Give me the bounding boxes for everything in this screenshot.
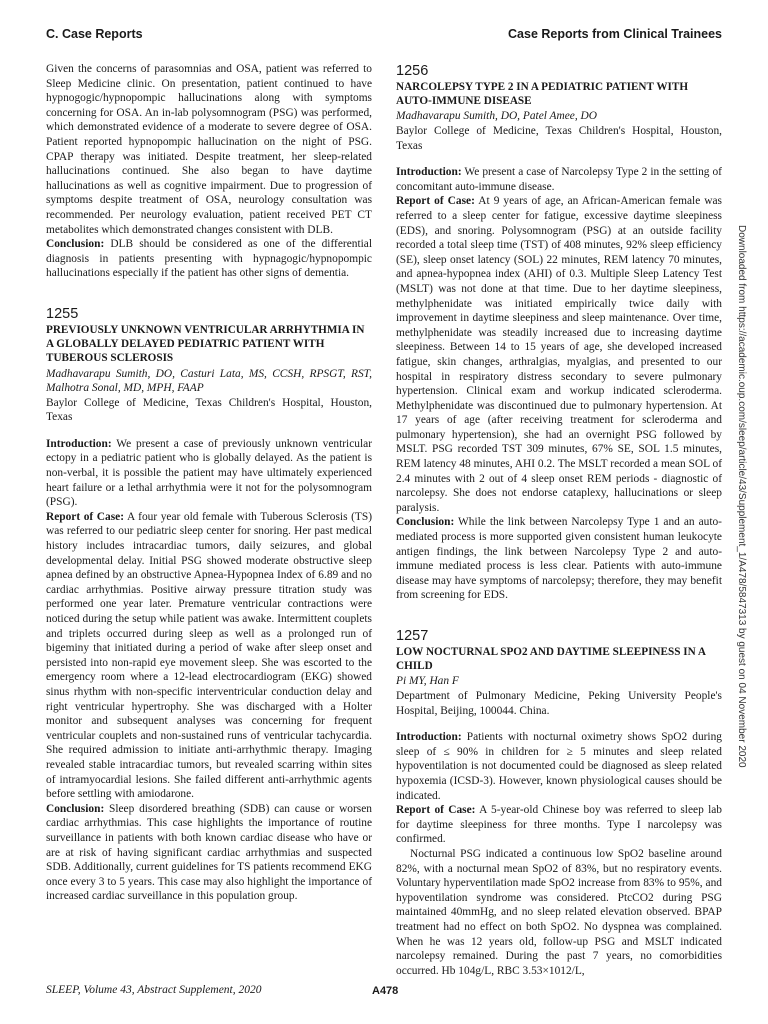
introduction-label: Introduction:	[396, 166, 462, 179]
introduction-1255	[46, 437, 372, 510]
abstract-affiliation-1255: Baylor College of Medicine, Texas Children's Hospital, Houston, Texas	[46, 396, 372, 424]
abstract-authors-1257: Pi MY, Han F	[396, 675, 459, 688]
abstract-number-1255: 1255	[46, 305, 79, 322]
introduction-text: We present a case of Narcolepsy Type 2 in the setting of concomitant auto-immune disease.	[396, 166, 722, 193]
report-text: At 9 years of age, an African-American female was referred to a sleep center for fatigue, excessive daytime sleepiness (EDS), and snoring. Polysomnogram (PSG) at an outside facility recorded a total sleep time (TST) of 408 minutes, 92% sleep efficiency (SE), sleep onset latency (SOL) 22 minutes, REM latency 70 minutes, and apnea-hypopnea index (AHI) of 0.3. Multiple Sleep Latency Test (MSLT) was not done at that time. Due to her daytime sleepiness, methylphenidate was initiated empirically twice daily with improvement in daytime sleepiness and sleep maintenance. Over time, methylphenidate was steadily increased due to increasing daytime sleepiness. Between 14 to 15 years of age, she developed increased fatigue, skin changes, arthralgias, myalgias, and presented to our hospital in respiratory distress secondary to severe pulmonary hypertension. Clinical exam and workup indicated scleroderma. Methylphenidate was discontinued due to pulmonary hypertension. At 17 years of age (after receiving treatment for scleroderma and pulmonary hypertension), she had an overnight PSG followed by MSLT. PSG recorded TST 309 minutes, 67% SE, SOL 1.5 minutes, REM latency 48 minutes, AHI 0.2. The MSLT recorded a mean SOL of 2.4 minutes with 2 out of 4 sleep onset REM periods - diagnostic of narcolepsy. She does not endorse cataplexy, hallucinations or sleep paralysis.	[396, 195, 722, 514]
download-watermark: Downloaded from https://academic.oup.com/sleep/article/43/Supplement_1/A478/5847313 by guest on 04 November 2020	[736, 225, 747, 768]
continuation-paragraph: Given the concerns of parasomnias and OSA, patient was referred to Sleep Medicine clinic. On presentation, patient continued to have hypnogogic/hypnopompic hallucinations along with symptoms concerning for OSA. An in-lab polysomnogram (PSG) was performed, which demonstrated evidence of a moderate to severe degree of OSA. Patient reported hypnopompic hallucination on the night of PSG. CPAP therapy was initiated. Despite treatment, her sleep-related hallucinations continued. She also began to have daytime hallucinations as well as cognitive impairment. Due to progression of symptoms despite treatment of OSA, neurology consultation was recommended. Per neurology evaluation, patient received PET CT metabolites which demonstrated changes consistent with DLB.	[46, 63, 372, 236]
conclusion-label: Conclusion:	[46, 238, 105, 251]
report-of-case-1257	[396, 803, 722, 847]
introduction-text: Patients with nocturnal oximetry shows SpO2 during sleep of ≤ 90% in children for ≥ 5 minutes and sleep related hypoventilation is not documented could be diagnosed as sleep related hypoxemia (ICSD-3). However, known physiological causes should be indicated.	[396, 731, 722, 802]
introduction-1256	[396, 165, 722, 194]
conclusion-1256	[396, 515, 722, 603]
report-label: Report of Case:	[46, 510, 125, 523]
report-text: A 5-year-old Chinese boy was referred to sleep lab for daytime sleepiness for three months. Type I narcolepsy was confirmed.	[396, 804, 722, 846]
introduction-text: We present a case of previously unknown ventricular ectopy in a pediatric patient who is globally delayed. As the patient is non-verbal, it is possible the patient may have ultimately experienced heart failure or a lethal arrhythmia were it not for the polysomnogram (PSG).	[46, 437, 372, 509]
footer-journal: SLEEP, Volume 43, Abstract Supplement, 2020	[46, 984, 262, 996]
report-text: A four year old female with Tuberous Sclerosis (TS) was referred to our pediatric sleep center for snoring. Her past medical history includes intracardiac tumors, daily seizures, and global developmental delay. Initial PSG showed moderate obstructive sleep apnea defined by an obstructive Apnea-Hypopnea Index of 6.89 and no cardiac arrhythmias. Positive airway pressure titration study was performed one year later. Premature ventricular contractions were noticed during the setup while patient was awake. Intermittent couplets and triplets occurred during sleep as well as a prolonged run of bigeminy that initiated during a period of wake after sleep onset and persisted into non-rapid eye movement sleep. She was escorted to the emergency room where a 12-lead electrocardiogram (EKG) showed sinus rhythm with non-specific interventricular conduction delay and right ventricular hypertrophy. She was discharged with a Holter monitor and subsequent analyses was concerning for frequent ventricular couplets and non-sustained runs of ventricular tachycardia. She required admission to initiate anti-arrhythmic therapy. Imaging revealed stable intracardiac tumors, but revealed scarring within sites of intramyocardial lesions. She failed different anti-arrhythmic agents before settling with amiodarone.	[46, 510, 372, 801]
running-header-title: Case Reports from Clinical Trainees	[508, 27, 722, 41]
abstract-authors-1255: Madhavarapu Sumith, DO, Casturi Lata, MS, CCSH, RPSGT, RST, Malhotra Sonal, MD, MPH, FAAP	[46, 367, 372, 395]
report-of-case-1255	[46, 510, 372, 802]
abstract-authors-1256: Madhavarapu Sumith, DO, Patel Amee, DO	[396, 110, 597, 123]
abstract-title-1255: PREVIOUSLY UNKNOWN VENTRICULAR ARRHYTHMIA IN A GLOBALLY DELAYED PEDIATRIC PATIENT WITH TUBEROUS SCLEROSIS	[46, 323, 365, 365]
report-of-case-1256	[396, 194, 722, 515]
conclusion-label: Conclusion:	[46, 802, 105, 815]
continuation-conclusion	[46, 237, 372, 281]
abstract-number-1257: 1257	[396, 628, 429, 644]
conclusion-text: DLB should be considered as one of the differential diagnosis in patients presenting with hypnagogic/hypnopompic hallucinations especially if the patient has other signs of dementia.	[46, 238, 372, 280]
abstract-title-1257: LOW NOCTURNAL SPO2 AND DAYTIME SLEEPINESS IN A CHILD	[396, 646, 706, 673]
conclusion-1255	[46, 802, 372, 904]
conclusion-text: Sleep disordered breathing (SDB) can cause or worsen cardiac arrhythmias. This case highlights the importance of routine surveillance in patients with both known cardiac disease who have or are at risk of having significant cardiac arrhythmias and suspected SDB. Additionally, current guidelines for TS patients recommend EKG once every 3 to 5 years. This case may also highlight the importance of increased cardiac surveillance in this population group.	[46, 802, 372, 903]
abstract-title-1256: NARCOLEPSY TYPE 2 IN A PEDIATRIC PATIENT WITH AUTO-IMMUNE DISEASE	[396, 81, 689, 108]
left-column	[46, 62, 372, 904]
report-label: Report of Case:	[396, 195, 475, 208]
introduction-1257	[396, 730, 722, 803]
introduction-label: Introduction:	[46, 437, 112, 450]
running-header-section: C. Case Reports	[46, 27, 143, 41]
conclusion-label: Conclusion:	[396, 516, 455, 529]
introduction-label: Introduction:	[396, 731, 462, 744]
abstract-affiliation-1256: Baylor College of Medicine, Texas Children's Hospital, Houston, Texas	[396, 125, 722, 152]
report-continued-1257: Nocturnal PSG indicated a continuous low SpO2 baseline around 82%, with a nocturnal mean SpO2 of 83%, but no respiratory events. Voluntary hyperventilation made SpO2 increase from 83% to 95%, and hypoventilation syndrome was considered. PtcCO2 during PSG maintained 40mmHg, and no sleep related elevation observed. BPAP treatment had no effect on both SpO2. No dyspnea was complained. When he was 12 years old, follow-up PSG and MSLT indicated narcolepsy remained. During the past 7 years, no comorbidities occurred. Hb 104g/L, RBC 3.53×1012/L,	[396, 847, 722, 977]
abstract-number-1256: 1256	[396, 63, 429, 79]
abstract-affiliation-1257: Department of Pulmonary Medicine, Peking University People's Hospital, Beijing, 100044. China.	[396, 690, 722, 717]
footer-page-number: A478	[372, 985, 399, 997]
conclusion-text: While the link between Narcolepsy Type 1 and an auto-mediated process is more supported given consistent human leukocyte antigen findings, the link between Narcolepsy Type 2 and auto-immune mediated process is less clear. Patients with auto-immune disease may have symptoms of narcolepsy; therefore, they may benefit from screening for EDS.	[396, 516, 722, 602]
right-column	[396, 62, 722, 978]
report-label: Report of Case:	[396, 804, 476, 817]
